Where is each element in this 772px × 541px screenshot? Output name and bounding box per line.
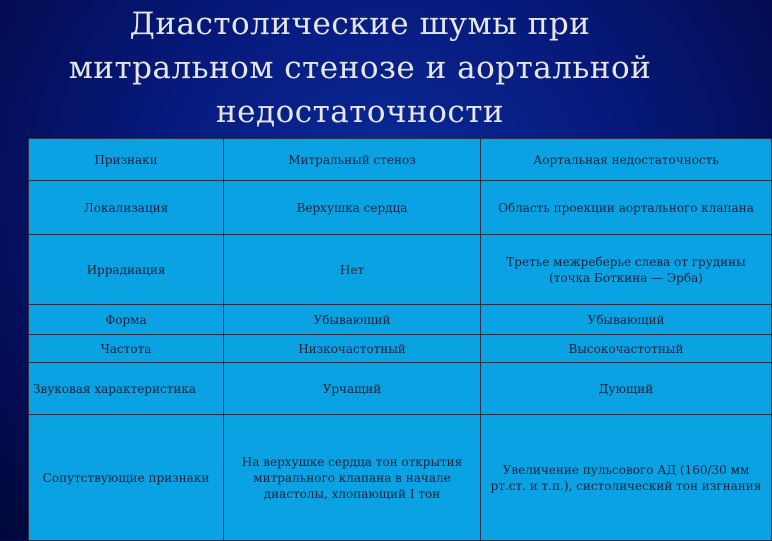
aortic-cell: Третье межреберье слева от грудины (точка Боткина — Эрба) [481, 235, 772, 305]
table-row [29, 235, 772, 305]
row-label-cell: Иррадиация [29, 235, 224, 305]
row-label-cell: Частота [29, 335, 224, 363]
row-label-cell: Сопутствующие признаки [29, 415, 224, 541]
row-label-cell: Звуковая характеристика [29, 363, 224, 415]
header-cell-aortic-insufficiency: Аортальная недостаточность [481, 139, 772, 181]
header-cell-signs: Признаки [29, 139, 224, 181]
aortic-cell: Дующий [481, 363, 772, 415]
table-header-row [29, 139, 772, 181]
table-row [29, 415, 772, 541]
table-row [29, 363, 772, 415]
title-line-2: митральном стенозе и аортальной [68, 50, 652, 86]
mitral-cell: Нет [224, 235, 481, 305]
table-row [29, 305, 772, 335]
slide-title [0, 0, 720, 134]
comparison-table [28, 138, 772, 541]
aortic-cell: Область проекции аортального клапана [481, 181, 772, 235]
aortic-cell: Убывающий [481, 305, 772, 335]
aortic-cell: Увеличение пульсового АД (160/30 мм рт.ст. и т.п.), систолический тон изгнания [481, 415, 772, 541]
mitral-cell: Убывающий [224, 305, 481, 335]
row-label-cell: Форма [29, 305, 224, 335]
header-cell-mitral-stenosis: Митральный стеноз [224, 139, 481, 181]
aortic-cell: Высокочастотный [481, 335, 772, 363]
table-row [29, 181, 772, 235]
title-line-1: Диастолические шумы при [129, 6, 591, 42]
mitral-cell: Низкочастотный [224, 335, 481, 363]
table-row [29, 335, 772, 363]
row-label-cell: Локализация [29, 181, 224, 235]
mitral-cell: На верхушке сердца тон открытия митрального клапана в начале диастолы, хлопающий I тон [224, 415, 481, 541]
mitral-cell: Урчащий [224, 363, 481, 415]
title-line-3: недостаточности [215, 94, 505, 130]
mitral-cell: Верхушка сердца [224, 181, 481, 235]
